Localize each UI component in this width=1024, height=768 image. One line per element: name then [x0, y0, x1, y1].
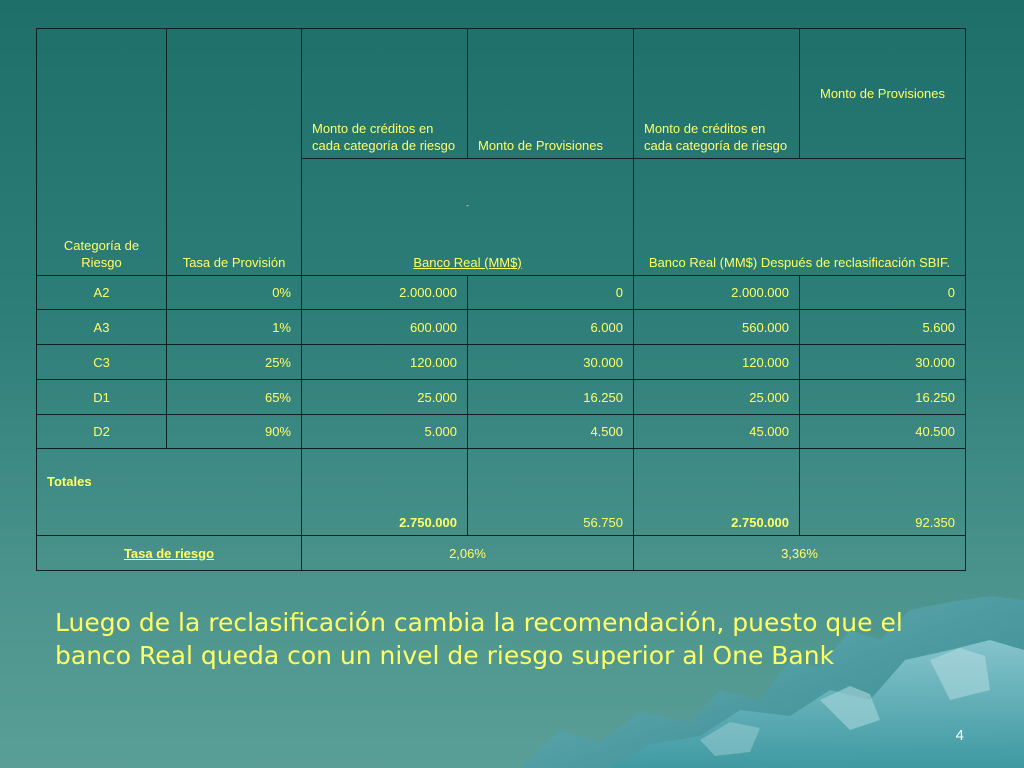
cell-provision-1: 4.500 [468, 415, 634, 449]
cell-tasa: 25% [167, 345, 302, 380]
cell-categoria: C3 [37, 345, 167, 380]
tasa-riesgo-value-1: 2,06% [302, 536, 634, 571]
totales-row [37, 449, 966, 536]
cell-monto-1: 25.000 [302, 380, 468, 415]
header-banco-real-label: Banco Real (MM$) [413, 255, 522, 270]
cell-provision-1: 30.000 [468, 345, 634, 380]
table-row [37, 276, 966, 310]
table-row [37, 415, 966, 449]
cell-provision-1: 6.000 [468, 310, 634, 345]
tasa-riesgo-row [37, 536, 966, 571]
cell-monto-1: 2.000.000 [302, 276, 468, 310]
conclusion-text: Luego de la reclasificación cambia la recomendación, puesto que el banco Real queda con un nivel de riesgo superior al One Bank [55, 608, 903, 670]
cell-provision-2: 0 [800, 276, 966, 310]
cell-monto-1: 600.000 [302, 310, 468, 345]
table-row [37, 380, 966, 415]
risk-table [36, 28, 966, 571]
cell-monto-1: 5.000 [302, 415, 468, 449]
header-monto-provisiones-2: Monto de Provisiones [800, 29, 966, 159]
cell-monto-2: 2.000.000 [634, 276, 800, 310]
cell-categoria: A2 [37, 276, 167, 310]
cell-categoria: D1 [37, 380, 167, 415]
cell-monto-1: 120.000 [302, 345, 468, 380]
slide-number: 4 [955, 727, 964, 744]
table-row [37, 345, 966, 380]
header-separator: - [466, 201, 469, 210]
totales-label: Totales [37, 449, 302, 536]
cell-provision-1: 0 [468, 276, 634, 310]
cell-tasa: 0% [167, 276, 302, 310]
header-banco-real [302, 159, 634, 276]
cell-tasa: 90% [167, 415, 302, 449]
header-row-1 [37, 29, 966, 159]
header-monto-creditos-2: Monto de créditos en cada categoría de riesgo [634, 29, 800, 159]
header-banco-real-reclasificacion: Banco Real (MM$) Después de reclasificación SBIF. [634, 159, 966, 276]
cell-provision-2: 5.600 [800, 310, 966, 345]
header-tasa-provision: Tasa de Provisión [167, 29, 302, 276]
totales-provision-2: 92.350 [800, 449, 966, 536]
cell-provision-1: 16.250 [468, 380, 634, 415]
cell-categoria: A3 [37, 310, 167, 345]
cell-provision-2: 40.500 [800, 415, 966, 449]
cell-monto-2: 45.000 [634, 415, 800, 449]
cell-categoria: D2 [37, 415, 167, 449]
tasa-riesgo-value-2: 3,36% [634, 536, 966, 571]
cell-monto-2: 560.000 [634, 310, 800, 345]
cell-monto-2: 120.000 [634, 345, 800, 380]
totales-provision-1: 56.750 [468, 449, 634, 536]
cell-tasa: 1% [167, 310, 302, 345]
table-row [37, 310, 966, 345]
cell-monto-2: 25.000 [634, 380, 800, 415]
cell-provision-2: 30.000 [800, 345, 966, 380]
header-monto-provisiones-1: Monto de Provisiones [468, 29, 634, 159]
totales-monto-1: 2.750.000 [302, 449, 468, 536]
header-monto-creditos-1: Monto de créditos en cada categoría de riesgo [302, 29, 468, 159]
totales-monto-2: 2.750.000 [634, 449, 800, 536]
cell-tasa: 65% [167, 380, 302, 415]
cell-provision-2: 16.250 [800, 380, 966, 415]
tasa-riesgo-label: Tasa de riesgo [37, 536, 302, 571]
header-categoria: Categoría de Riesgo [37, 29, 167, 276]
